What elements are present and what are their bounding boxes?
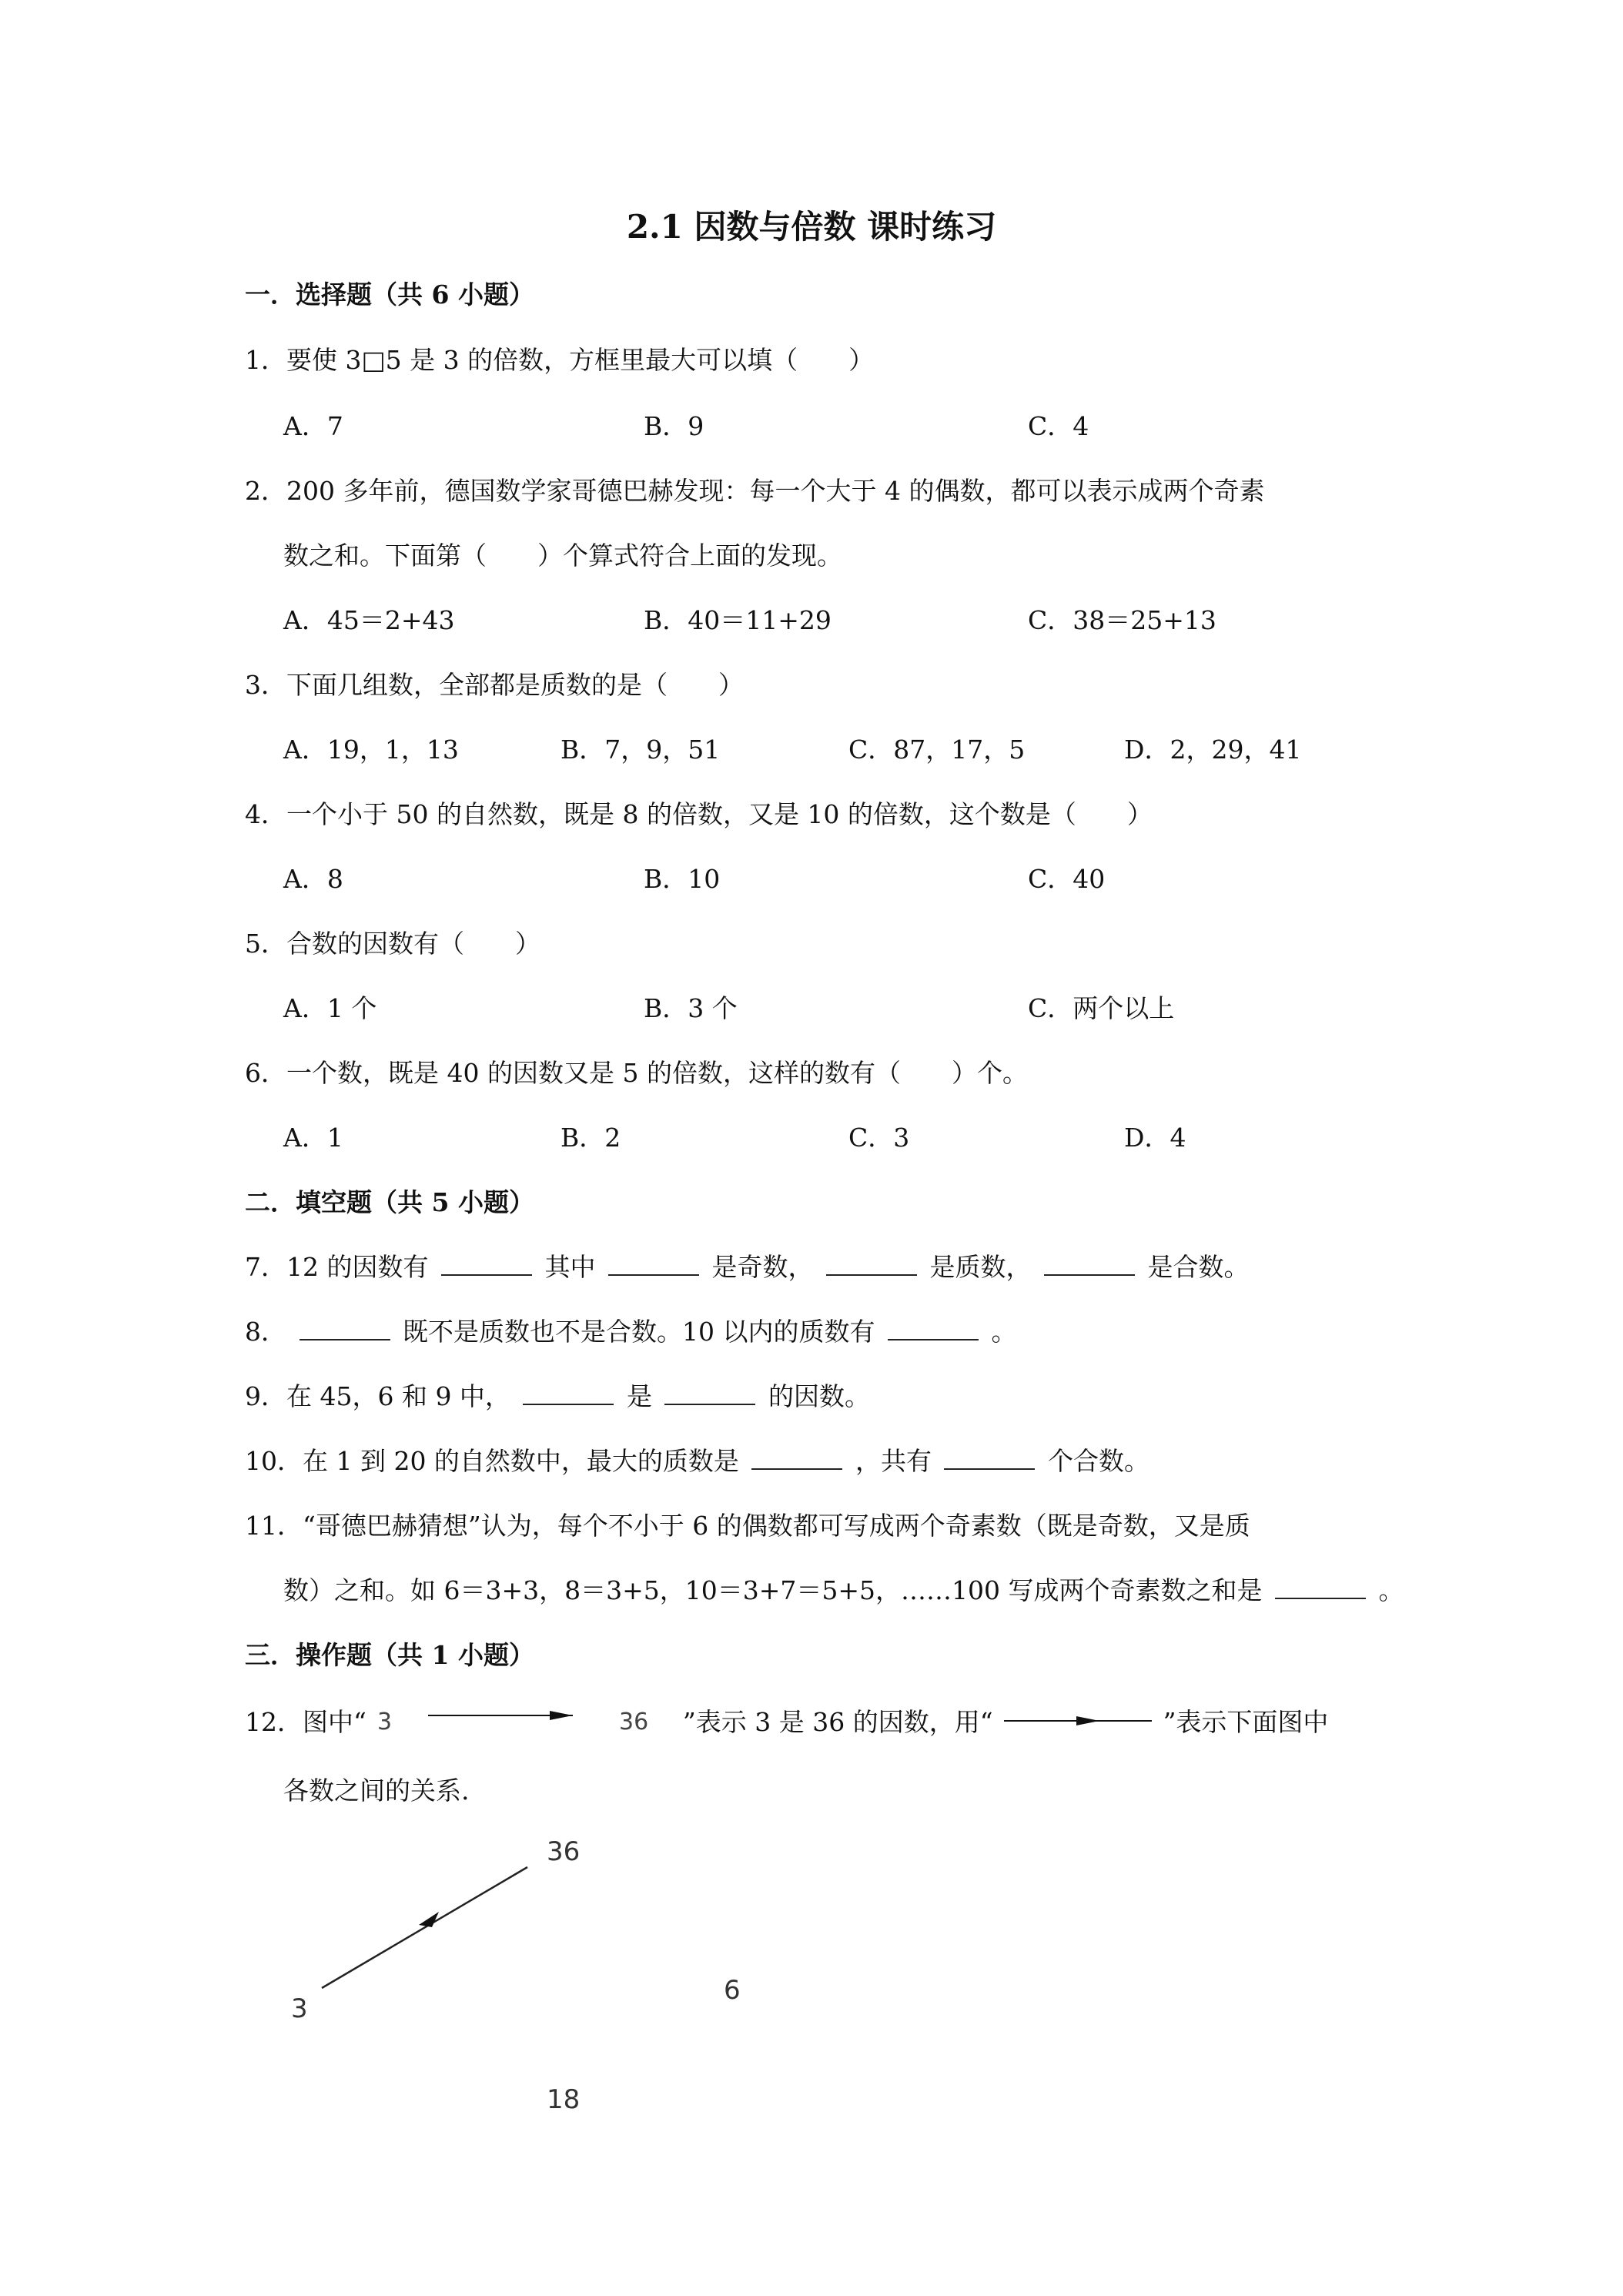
q5-option-a: A．1 个 [283,993,377,1023]
question-2-line1: 2．200 多年前，德国数学家哥德巴赫发现：每一个大于 4 的偶数，都可以表示成两个奇素 [245,476,1265,506]
q10-text-1: 10．在 1 到 20 的自然数中，最大的质数是 [245,1446,739,1476]
q6-option-c: C．3 [848,1123,910,1153]
question-5: 5．合数的因数有（ ） [245,929,540,959]
q5-option-b: B．3 个 [644,993,738,1023]
question-8 [245,1312,1016,1348]
question-6: 6．一个数，既是 40 的因数又是 5 的倍数，这样的数有（ ）个。 [245,1058,1028,1088]
q12-text-1: 12．图中“ [245,1707,366,1737]
q7-text-3: 是奇数， [711,1252,814,1282]
answer-blank[interactable] [944,1445,1035,1470]
question-3: 3．下面几组数，全部都是质数的是（ ） [245,670,744,700]
node-36: 36 [547,1836,581,1867]
question-1: 1．要使 3□5 是 3 的倍数，方框里最大可以填（ ） [245,345,875,375]
q9-text-2: 是 [626,1381,652,1411]
q12-text-3: ”表示下面图中 [1163,1707,1329,1737]
section-heading-fill: 二．填空题（共 5 小题） [245,1187,534,1217]
answer-blank[interactable] [608,1251,699,1276]
q7-text-1: 7．12 的因数有 [245,1252,429,1282]
factor-diagram [262,1825,801,2125]
node-6: 6 [724,1975,741,2006]
q6-option-d: D．4 [1124,1123,1186,1153]
q3-option-d: D．2，29，41 [1124,735,1302,765]
q9-text-1: 9．在 45，6 和 9 中， [245,1381,510,1411]
question-12-line1 [245,1702,1328,1746]
arrowhead-icon [1076,1716,1099,1725]
q1-option-b: B．9 [644,411,704,441]
example-from-label: 3 [377,1709,393,1735]
q7-text-5: 是合数。 [1147,1252,1250,1282]
q2-option-c: C．38＝25+13 [1028,605,1216,635]
q2-option-b: B．40＝11+29 [644,605,832,635]
arrow-symbol-svg [1001,1710,1155,1733]
answer-blank[interactable] [300,1316,390,1340]
q7-text-4: 是质数， [929,1252,1032,1282]
page-title: 2.1 因数与倍数 课时练习 [626,208,997,246]
q8-text-1: 8． [245,1317,286,1347]
q4-option-a: A．8 [283,864,343,894]
section-heading-choice: 一．选择题（共 6 小题） [245,279,534,310]
q12-text-2: ”表示 3 是 36 的因数，用“ [682,1707,993,1737]
edge-3-to-36 [322,1867,527,1988]
answer-blank[interactable] [1275,1575,1366,1599]
q6-option-b: B．2 [561,1123,621,1153]
q7-text-2: 其中 [544,1252,596,1282]
arrowhead-icon [419,1912,439,1927]
answer-blank[interactable] [888,1316,979,1340]
answer-blank[interactable] [1044,1251,1135,1276]
answer-blank[interactable] [751,1445,842,1470]
question-4: 4．一个小于 50 的自然数，既是 8 的倍数，又是 10 的倍数，这个数是（ ） [245,799,1153,829]
answer-blank[interactable] [441,1251,532,1276]
question-9 [245,1377,870,1413]
q9-text-3: 的因数。 [768,1381,870,1411]
q10-text-3: 个合数。 [1047,1446,1149,1476]
arrow-symbol [1001,1709,1155,1739]
answer-blank[interactable] [664,1381,755,1405]
question-2-line2: 数之和。下面第（ ）个算式符合上面的发现。 [283,541,842,571]
q4-option-b: B．10 [644,864,721,894]
question-12-line2: 各数之间的关系. [283,1776,470,1806]
section-heading-operation: 三．操作题（共 1 小题） [245,1640,534,1670]
q8-text-3: 。 [991,1317,1017,1347]
q8-text-2: 既不是质数也不是合数。10 以内的质数有 [403,1317,875,1347]
node-3: 3 [291,1993,308,2024]
q6-option-a: A．1 [283,1123,343,1153]
q11-text-1: 数）之和。如 6＝3+3，8＝3+5，10＝3+7＝5+5，……100 写成两个奇素数之和是 [283,1575,1263,1605]
q4-option-c: C．40 [1028,864,1106,894]
q10-text-2: ，共有 [855,1446,932,1476]
question-10 [245,1441,1149,1478]
q2-option-a: A．45＝2+43 [283,605,455,635]
question-7 [245,1247,1249,1284]
q3-option-a: A．19，1，13 [283,735,459,765]
question-11-line2 [283,1571,1404,1607]
q1-option-c: C．4 [1028,411,1089,441]
q1-option-a: A．7 [283,411,343,441]
answer-blank[interactable] [523,1381,614,1405]
q5-option-c: C．两个以上 [1028,993,1175,1023]
example-arrow-figure [374,1702,674,1746]
question-11-line1: 11．“哥德巴赫猜想”认为，每个不小于 6 的偶数都可写成两个奇素数（既是奇数，又是质 [245,1511,1250,1541]
arrowhead-icon [550,1711,573,1720]
q11-text-2: 。 [1378,1575,1404,1605]
q3-option-b: B．7，9，51 [561,735,721,765]
example-arrow-svg [374,1702,674,1740]
q3-option-c: C．87，17，5 [848,735,1026,765]
node-18: 18 [547,2084,581,2115]
answer-blank[interactable] [826,1251,917,1276]
example-to-label: 36 [619,1709,649,1735]
